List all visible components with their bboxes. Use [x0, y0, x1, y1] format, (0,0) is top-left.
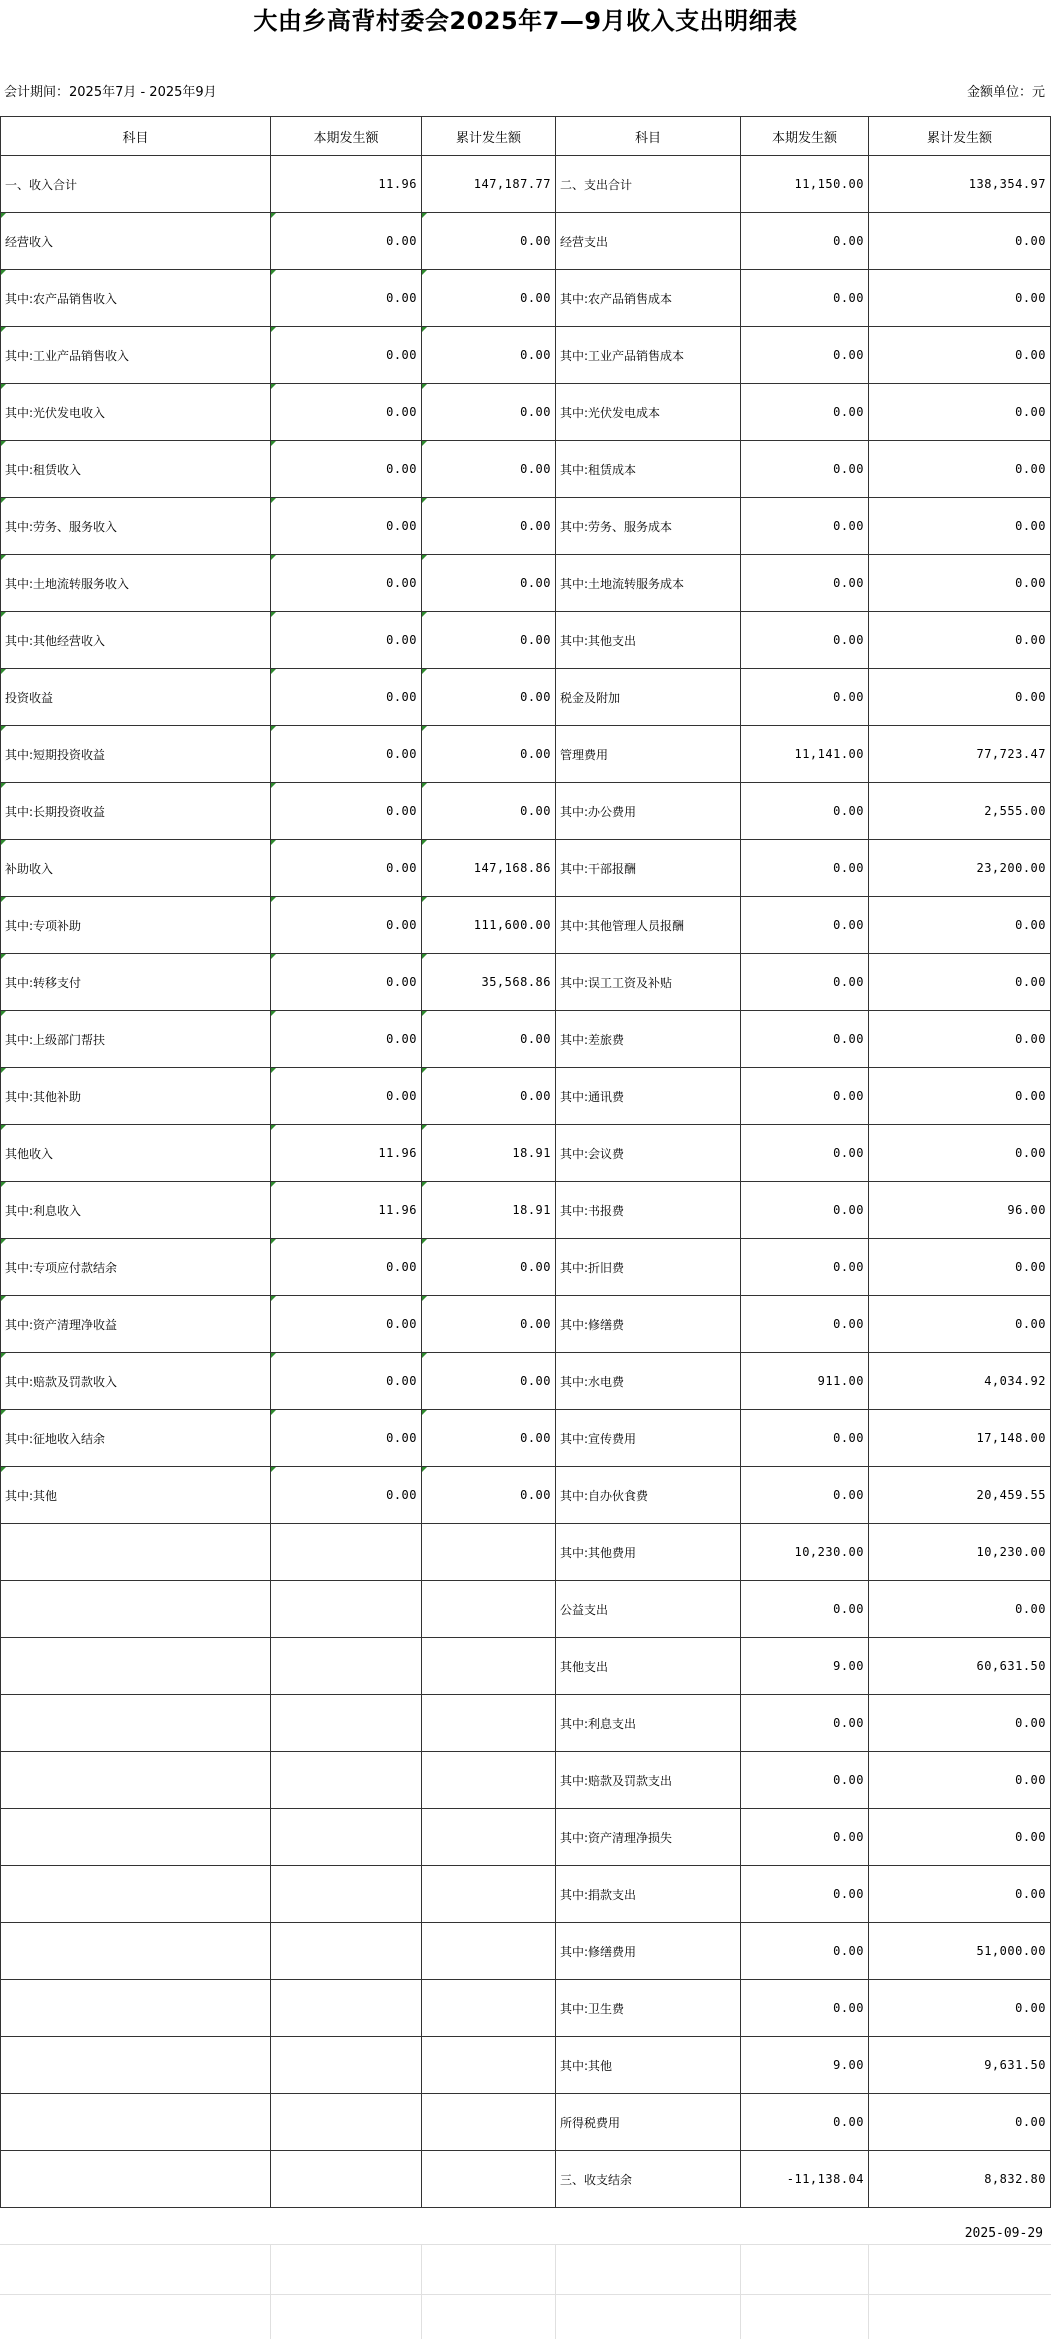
expense-cumulative-amount-cell: 8,832.80 — [869, 2151, 1051, 2208]
expense-cumulative-amount-cell: 0.00 — [869, 1695, 1051, 1752]
expense-subject-cell: 其中:修缮费用 — [556, 1923, 741, 1980]
income-cumulative-amount-cell: 0.00 — [422, 384, 556, 441]
expense-current-amount-cell: 9.00 — [741, 1638, 869, 1695]
income-current-amount-cell: 0.00 — [271, 270, 422, 327]
table-row — [1, 840, 1051, 897]
income-current-amount-cell: 0.00 — [271, 441, 422, 498]
expense-cumulative-amount-cell: 0.00 — [869, 2094, 1051, 2151]
expense-subject-cell: 三、收支结余 — [556, 2151, 741, 2208]
expense-current-amount-cell: 0.00 — [741, 2094, 869, 2151]
income-cumulative-amount-cell: 0.00 — [422, 498, 556, 555]
expense-current-amount-cell: 0.00 — [741, 612, 869, 669]
expense-current-amount-cell: 0.00 — [741, 1923, 869, 1980]
income-cumulative-amount-cell: 0.00 — [422, 1239, 556, 1296]
expense-cumulative-amount-cell: 9,631.50 — [869, 2037, 1051, 2094]
table-row — [1, 1638, 1051, 1695]
income-subject-cell: 其中:短期投资收益 — [1, 726, 271, 783]
expense-current-amount-cell: 0.00 — [741, 669, 869, 726]
income-cumulative-amount-cell: 0.00 — [422, 726, 556, 783]
table-row — [1, 213, 1051, 270]
income-subject-cell: 其中:劳务、服务收入 — [1, 498, 271, 555]
table-row — [1, 1866, 1051, 1923]
expense-cumulative-amount-cell: 0.00 — [869, 1068, 1051, 1125]
expense-current-amount-cell: 0.00 — [741, 840, 869, 897]
income-subject-cell: 其他收入 — [1, 1125, 271, 1182]
expense-subject-cell: 税金及附加 — [556, 669, 741, 726]
income-current-amount-cell: 0.00 — [271, 612, 422, 669]
expense-cumulative-amount-cell: 138,354.97 — [869, 156, 1051, 213]
income-current-amount-cell — [271, 1638, 422, 1695]
expense-subject-cell: 其中:资产清理净损失 — [556, 1809, 741, 1866]
table-row — [1, 1182, 1051, 1239]
expense-cumulative-amount-cell: 77,723.47 — [869, 726, 1051, 783]
table-row — [1, 2094, 1051, 2151]
expense-cumulative-amount-cell: 23,200.00 — [869, 840, 1051, 897]
expense-current-amount-cell: 0.00 — [741, 270, 869, 327]
income-current-amount-cell: 11.96 — [271, 1125, 422, 1182]
expense-subject-cell: 其中:宣传费用 — [556, 1410, 741, 1467]
expense-subject-cell: 其中:土地流转服务成本 — [556, 555, 741, 612]
expense-current-amount-cell: 11,141.00 — [741, 726, 869, 783]
expense-current-amount-cell: 911.00 — [741, 1353, 869, 1410]
expense-cumulative-amount-cell: 0.00 — [869, 897, 1051, 954]
income-cumulative-amount-cell — [422, 1752, 556, 1809]
accounting-period: 会计期间：2025年7月 - 2025年9月 — [4, 85, 217, 100]
expense-cumulative-amount-cell: 51,000.00 — [869, 1923, 1051, 1980]
income-cumulative-amount-cell: 147,187.77 — [422, 156, 556, 213]
table-row — [1, 2151, 1051, 2208]
expense-subject-cell: 管理费用 — [556, 726, 741, 783]
table-row — [1, 669, 1051, 726]
expense-cumulative-amount-cell: 0.00 — [869, 213, 1051, 270]
expense-cumulative-amount-cell: 0.00 — [869, 669, 1051, 726]
income-current-amount-cell — [271, 1752, 422, 1809]
expense-current-amount-cell: 0.00 — [741, 954, 869, 1011]
expense-cumulative-amount-cell: 0.00 — [869, 384, 1051, 441]
column-header-income-cumulative: 累计发生额 — [422, 117, 556, 156]
table-row — [1, 441, 1051, 498]
income-subject-cell — [1, 1752, 271, 1809]
table-row — [1, 726, 1051, 783]
expense-current-amount-cell: 0.00 — [741, 1239, 869, 1296]
income-subject-cell — [1, 1980, 271, 2037]
income-current-amount-cell — [271, 1866, 422, 1923]
expense-cumulative-amount-cell: 10,230.00 — [869, 1524, 1051, 1581]
table-row — [1, 1752, 1051, 1809]
income-subject-cell: 投资收益 — [1, 669, 271, 726]
income-current-amount-cell: 0.00 — [271, 1467, 422, 1524]
income-subject-cell: 其中:租赁收入 — [1, 441, 271, 498]
expense-current-amount-cell: 0.00 — [741, 1011, 869, 1068]
income-subject-cell — [1, 1524, 271, 1581]
income-cumulative-amount-cell: 0.00 — [422, 1353, 556, 1410]
expense-current-amount-cell: 9.00 — [741, 2037, 869, 2094]
expense-current-amount-cell: 10,230.00 — [741, 1524, 869, 1581]
table-row — [1, 384, 1051, 441]
table-row — [1, 612, 1051, 669]
expense-subject-cell: 其中:租赁成本 — [556, 441, 741, 498]
income-cumulative-amount-cell: 0.00 — [422, 441, 556, 498]
income-current-amount-cell — [271, 1809, 422, 1866]
income-current-amount-cell: 0.00 — [271, 384, 422, 441]
income-current-amount-cell: 0.00 — [271, 1353, 422, 1410]
income-subject-cell — [1, 2037, 271, 2094]
income-expense-table — [0, 116, 1051, 2208]
expense-subject-cell: 公益支出 — [556, 1581, 741, 1638]
income-current-amount-cell — [271, 1980, 422, 2037]
income-cumulative-amount-cell: 0.00 — [422, 669, 556, 726]
expense-cumulative-amount-cell: 60,631.50 — [869, 1638, 1051, 1695]
income-cumulative-amount-cell: 35,568.86 — [422, 954, 556, 1011]
table-row — [1, 1809, 1051, 1866]
income-cumulative-amount-cell — [422, 2094, 556, 2151]
expense-current-amount-cell: 0.00 — [741, 1068, 869, 1125]
expense-current-amount-cell: 0.00 — [741, 441, 869, 498]
expense-cumulative-amount-cell: 20,459.55 — [869, 1467, 1051, 1524]
income-cumulative-amount-cell: 147,168.86 — [422, 840, 556, 897]
expense-subject-cell: 其中:修缮费 — [556, 1296, 741, 1353]
table-row — [1, 156, 1051, 213]
table-body — [1, 156, 1051, 2208]
expense-subject-cell: 其中:自办伙食费 — [556, 1467, 741, 1524]
expense-current-amount-cell: 0.00 — [741, 1581, 869, 1638]
expense-current-amount-cell: 0.00 — [741, 1695, 869, 1752]
table-header-row — [1, 117, 1051, 156]
expense-subject-cell: 其中:差旅费 — [556, 1011, 741, 1068]
expense-subject-cell: 其中:会议费 — [556, 1125, 741, 1182]
income-subject-cell: 其中:长期投资收益 — [1, 783, 271, 840]
income-cumulative-amount-cell: 18.91 — [422, 1125, 556, 1182]
expense-subject-cell: 其中:劳务、服务成本 — [556, 498, 741, 555]
expense-cumulative-amount-cell: 0.00 — [869, 1239, 1051, 1296]
table-row — [1, 327, 1051, 384]
expense-current-amount-cell: 0.00 — [741, 1125, 869, 1182]
expense-subject-cell: 其中:水电费 — [556, 1353, 741, 1410]
expense-cumulative-amount-cell: 0.00 — [869, 441, 1051, 498]
expense-current-amount-cell: 0.00 — [741, 783, 869, 840]
expense-subject-cell: 其中:办公费用 — [556, 783, 741, 840]
expense-cumulative-amount-cell: 0.00 — [869, 1125, 1051, 1182]
table-row — [1, 1980, 1051, 2037]
income-cumulative-amount-cell: 111,600.00 — [422, 897, 556, 954]
table-row — [1, 1581, 1051, 1638]
expense-subject-cell: 其中:利息支出 — [556, 1695, 741, 1752]
income-cumulative-amount-cell — [422, 1638, 556, 1695]
empty-grid-area — [0, 2244, 1051, 2339]
income-current-amount-cell — [271, 1923, 422, 1980]
expense-cumulative-amount-cell: 0.00 — [869, 555, 1051, 612]
income-subject-cell — [1, 1581, 271, 1638]
income-current-amount-cell: 0.00 — [271, 783, 422, 840]
income-current-amount-cell — [271, 2037, 422, 2094]
column-header-expense-cumulative: 累计发生额 — [869, 117, 1051, 156]
expense-current-amount-cell: 0.00 — [741, 498, 869, 555]
income-current-amount-cell — [271, 2151, 422, 2208]
income-current-amount-cell: 0.00 — [271, 1068, 422, 1125]
income-cumulative-amount-cell: 0.00 — [422, 1011, 556, 1068]
income-subject-cell — [1, 1866, 271, 1923]
expense-subject-cell: 其中:农产品销售成本 — [556, 270, 741, 327]
expense-current-amount-cell: 0.00 — [741, 1809, 869, 1866]
income-subject-cell: 经营收入 — [1, 213, 271, 270]
income-subject-cell: 其中:资产清理净收益 — [1, 1296, 271, 1353]
expense-cumulative-amount-cell: 0.00 — [869, 327, 1051, 384]
income-current-amount-cell — [271, 1581, 422, 1638]
table-row — [1, 954, 1051, 1011]
income-current-amount-cell: 0.00 — [271, 897, 422, 954]
income-cumulative-amount-cell — [422, 1866, 556, 1923]
table-row — [1, 897, 1051, 954]
expense-current-amount-cell: 11,150.00 — [741, 156, 869, 213]
income-current-amount-cell — [271, 1524, 422, 1581]
table-row — [1, 1923, 1051, 1980]
expense-cumulative-amount-cell: 0.00 — [869, 1752, 1051, 1809]
column-header-expense-current: 本期发生额 — [741, 117, 869, 156]
income-cumulative-amount-cell: 0.00 — [422, 213, 556, 270]
income-subject-cell: 其中:其他补助 — [1, 1068, 271, 1125]
income-subject-cell: 其中:土地流转服务收入 — [1, 555, 271, 612]
income-cumulative-amount-cell: 0.00 — [422, 270, 556, 327]
expense-current-amount-cell: -11,138.04 — [741, 2151, 869, 2208]
expense-subject-cell: 其中:捐款支出 — [556, 1866, 741, 1923]
expense-cumulative-amount-cell: 0.00 — [869, 270, 1051, 327]
income-subject-cell: 其中:赔款及罚款收入 — [1, 1353, 271, 1410]
income-subject-cell — [1, 2094, 271, 2151]
report-title: 大由乡高背村委会2025年7—9月收入支出明细表 — [253, 7, 798, 35]
table-row — [1, 1353, 1051, 1410]
expense-cumulative-amount-cell: 0.00 — [869, 612, 1051, 669]
expense-subject-cell: 所得税费用 — [556, 2094, 741, 2151]
table-row — [1, 1068, 1051, 1125]
column-header-income-subject: 科目 — [1, 117, 271, 156]
income-cumulative-amount-cell: 0.00 — [422, 327, 556, 384]
report-date: 2025-09-29 — [964, 2226, 1043, 2241]
expense-current-amount-cell: 0.00 — [741, 555, 869, 612]
income-subject-cell: 其中:转移支付 — [1, 954, 271, 1011]
table-row — [1, 1467, 1051, 1524]
income-subject-cell — [1, 1638, 271, 1695]
expense-subject-cell: 其中:其他费用 — [556, 1524, 741, 1581]
expense-subject-cell: 其中:卫生费 — [556, 1980, 741, 2037]
income-cumulative-amount-cell — [422, 2151, 556, 2208]
expense-subject-cell: 其中:通讯费 — [556, 1068, 741, 1125]
income-subject-cell: 其中:上级部门帮扶 — [1, 1011, 271, 1068]
expense-subject-cell: 二、支出合计 — [556, 156, 741, 213]
income-current-amount-cell: 0.00 — [271, 555, 422, 612]
table-row — [1, 1695, 1051, 1752]
expense-cumulative-amount-cell: 0.00 — [869, 954, 1051, 1011]
expense-subject-cell: 其中:书报费 — [556, 1182, 741, 1239]
table-row — [1, 783, 1051, 840]
expense-cumulative-amount-cell: 96.00 — [869, 1182, 1051, 1239]
expense-cumulative-amount-cell: 0.00 — [869, 1866, 1051, 1923]
income-cumulative-amount-cell: 0.00 — [422, 555, 556, 612]
expense-current-amount-cell: 0.00 — [741, 213, 869, 270]
expense-cumulative-amount-cell: 2,555.00 — [869, 783, 1051, 840]
column-header-expense-subject: 科目 — [556, 117, 741, 156]
income-current-amount-cell: 0.00 — [271, 1296, 422, 1353]
expense-current-amount-cell: 0.00 — [741, 1980, 869, 2037]
expense-subject-cell: 其中:误工工资及补贴 — [556, 954, 741, 1011]
expense-cumulative-amount-cell: 0.00 — [869, 1980, 1051, 2037]
income-cumulative-amount-cell: 0.00 — [422, 612, 556, 669]
income-current-amount-cell: 0.00 — [271, 1011, 422, 1068]
income-cumulative-amount-cell: 0.00 — [422, 1296, 556, 1353]
income-subject-cell: 一、收入合计 — [1, 156, 271, 213]
income-subject-cell: 其中:利息收入 — [1, 1182, 271, 1239]
income-current-amount-cell: 0.00 — [271, 669, 422, 726]
expense-cumulative-amount-cell: 0.00 — [869, 1011, 1051, 1068]
income-subject-cell — [1, 1923, 271, 1980]
income-current-amount-cell: 0.00 — [271, 498, 422, 555]
table-row — [1, 1410, 1051, 1467]
income-current-amount-cell: 0.00 — [271, 1239, 422, 1296]
income-current-amount-cell: 0.00 — [271, 840, 422, 897]
expense-subject-cell: 其中:工业产品销售成本 — [556, 327, 741, 384]
expense-subject-cell: 其中:其他管理人员报酬 — [556, 897, 741, 954]
income-subject-cell — [1, 1695, 271, 1752]
table-row — [1, 498, 1051, 555]
income-subject-cell: 其中:征地收入结余 — [1, 1410, 271, 1467]
expense-subject-cell: 其中:干部报酬 — [556, 840, 741, 897]
expense-subject-cell: 其中:其他 — [556, 2037, 741, 2094]
expense-subject-cell: 其中:其他支出 — [556, 612, 741, 669]
income-current-amount-cell: 0.00 — [271, 1410, 422, 1467]
table-row — [1, 1125, 1051, 1182]
income-cumulative-amount-cell — [422, 1524, 556, 1581]
income-subject-cell: 其中:光伏发电收入 — [1, 384, 271, 441]
table-row — [1, 1011, 1051, 1068]
income-subject-cell — [1, 1809, 271, 1866]
expense-cumulative-amount-cell: 17,148.00 — [869, 1410, 1051, 1467]
income-current-amount-cell: 0.00 — [271, 327, 422, 384]
income-subject-cell: 其中:工业产品销售收入 — [1, 327, 271, 384]
expense-subject-cell: 其中:折旧费 — [556, 1239, 741, 1296]
income-current-amount-cell: 0.00 — [271, 726, 422, 783]
income-cumulative-amount-cell: 18.91 — [422, 1182, 556, 1239]
expense-current-amount-cell: 0.00 — [741, 897, 869, 954]
table-row — [1, 270, 1051, 327]
income-cumulative-amount-cell — [422, 1980, 556, 2037]
income-subject-cell: 补助收入 — [1, 840, 271, 897]
income-cumulative-amount-cell: 0.00 — [422, 783, 556, 840]
currency-unit: 金额单位：元 — [966, 85, 1045, 100]
expense-current-amount-cell: 0.00 — [741, 327, 869, 384]
table-row — [1, 1239, 1051, 1296]
income-current-amount-cell: 11.96 — [271, 1182, 422, 1239]
expense-cumulative-amount-cell: 4,034.92 — [869, 1353, 1051, 1410]
income-subject-cell: 其中:专项补助 — [1, 897, 271, 954]
income-subject-cell: 其中:专项应付款结余 — [1, 1239, 271, 1296]
income-current-amount-cell — [271, 1695, 422, 1752]
expense-cumulative-amount-cell: 0.00 — [869, 1809, 1051, 1866]
income-cumulative-amount-cell: 0.00 — [422, 1410, 556, 1467]
income-subject-cell: 其中:农产品销售收入 — [1, 270, 271, 327]
table-row — [1, 1296, 1051, 1353]
expense-subject-cell: 其中:光伏发电成本 — [556, 384, 741, 441]
expense-subject-cell: 经营支出 — [556, 213, 741, 270]
expense-current-amount-cell: 0.00 — [741, 384, 869, 441]
expense-current-amount-cell: 0.00 — [741, 1296, 869, 1353]
expense-current-amount-cell: 0.00 — [741, 1182, 869, 1239]
expense-current-amount-cell: 0.00 — [741, 1866, 869, 1923]
income-subject-cell: 其中:其他 — [1, 1467, 271, 1524]
expense-cumulative-amount-cell: 0.00 — [869, 498, 1051, 555]
expense-current-amount-cell: 0.00 — [741, 1752, 869, 1809]
income-cumulative-amount-cell — [422, 1809, 556, 1866]
income-current-amount-cell: 0.00 — [271, 954, 422, 1011]
income-cumulative-amount-cell — [422, 1695, 556, 1752]
column-header-income-current: 本期发生额 — [271, 117, 422, 156]
income-cumulative-amount-cell: 0.00 — [422, 1467, 556, 1524]
income-cumulative-amount-cell — [422, 1923, 556, 1980]
expense-current-amount-cell: 0.00 — [741, 1410, 869, 1467]
table-row — [1, 1524, 1051, 1581]
table-row — [1, 555, 1051, 612]
income-current-amount-cell — [271, 2094, 422, 2151]
income-subject-cell: 其中:其他经营收入 — [1, 612, 271, 669]
income-current-amount-cell: 0.00 — [271, 213, 422, 270]
table-row — [1, 2037, 1051, 2094]
expense-subject-cell: 其中:赔款及罚款支出 — [556, 1752, 741, 1809]
expense-cumulative-amount-cell: 0.00 — [869, 1296, 1051, 1353]
expense-current-amount-cell: 0.00 — [741, 1467, 869, 1524]
expense-subject-cell: 其他支出 — [556, 1638, 741, 1695]
income-cumulative-amount-cell: 0.00 — [422, 1068, 556, 1125]
income-current-amount-cell: 11.96 — [271, 156, 422, 213]
income-cumulative-amount-cell — [422, 2037, 556, 2094]
expense-cumulative-amount-cell: 0.00 — [869, 1581, 1051, 1638]
income-subject-cell — [1, 2151, 271, 2208]
income-cumulative-amount-cell — [422, 1581, 556, 1638]
